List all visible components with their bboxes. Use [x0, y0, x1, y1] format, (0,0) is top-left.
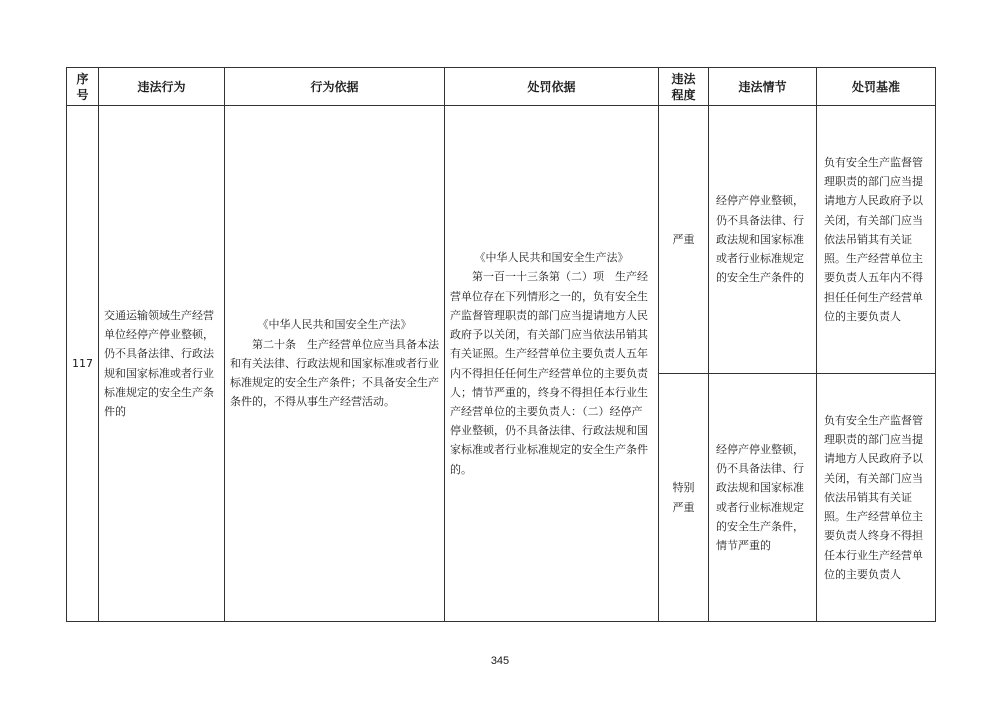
circumstance-cell-serious: 经停产停业整顿，仍不具备法律、行政法规和国家标准或者行业标准规定的安全生产条件的: [709, 106, 817, 374]
circumstance-cell-very-serious: 经停产停业整顿，仍不具备法律、行政法规和国家标准或者行业标准规定的安全生产条件，情节严重的: [709, 374, 817, 622]
header-degree: 违法程度: [659, 68, 709, 106]
degree-cell-serious: 严重: [659, 106, 709, 374]
penalty-basis-cell: [445, 106, 659, 622]
degree-cell-very-serious: 特别严重: [659, 374, 709, 622]
penalty-text: 第一百一十三条第（二）项 生产经营单位存在下列情形之一的，负有安全生产监督管理职责的部门应当提请地方人民政府予以关闭，有关部门应当依法吊销其有关证照。生产经营单位主要负责人五年内不得担任任何生产经营单位的主要负责人；情节严重的，终身不得担任本行业生产经营单位的主要负责人：（二）经停产停业整顿，仍不具备法律、行政法规和国家标准或者行业标准规定的安全生产条件的。: [450, 270, 648, 476]
standard-cell-very-serious: 负有安全生产监督管理职责的部门应当提请地方人民政府予以关闭，有关部门应当依法吊销其有关证照。生产经营单位主要负责人终身不得担任本行业生产经营单位的主要负责人: [817, 374, 936, 622]
penalty-title: 《中华人民共和国安全生产法》: [474, 251, 629, 265]
act-cell: [99, 106, 225, 622]
header-basis: 行为依据: [225, 68, 445, 106]
header-standard: 处罚基准: [817, 68, 936, 106]
table-row: [67, 106, 936, 374]
basis-title: 《中华人民共和国安全生产法》: [257, 318, 412, 332]
header-row: [67, 68, 936, 106]
header-seq: 序号: [67, 68, 99, 106]
header-circumstance: 违法情节: [709, 68, 817, 106]
header-act: 违法行为: [99, 68, 225, 106]
seq-cell: 117: [67, 106, 99, 622]
page-number: 345: [490, 655, 510, 667]
basis-cell: [225, 106, 445, 622]
header-penalty-basis: 处罚依据: [445, 68, 659, 106]
basis-text: 第二十条 生产经营单位应当具备本法和有关法律、行政法规和国家标准或者行业标准规定的安全生产条件；不具备安全生产条件的，不得从事生产经营活动。: [230, 337, 439, 409]
act-text: 交通运输领域生产经营单位经停产停业整顿，仍不具备法律、行政法规和国家标准或者行业标准规定的安全生产条件的: [104, 308, 214, 418]
penalty-table: [66, 67, 936, 622]
standard-cell-serious: 负有安全生产监督管理职责的部门应当提请地方人民政府予以关闭，有关部门应当依法吊销其有关证照。生产经营单位主要负责人五年内不得担任任何生产经营单位的主要负责人: [817, 106, 936, 374]
